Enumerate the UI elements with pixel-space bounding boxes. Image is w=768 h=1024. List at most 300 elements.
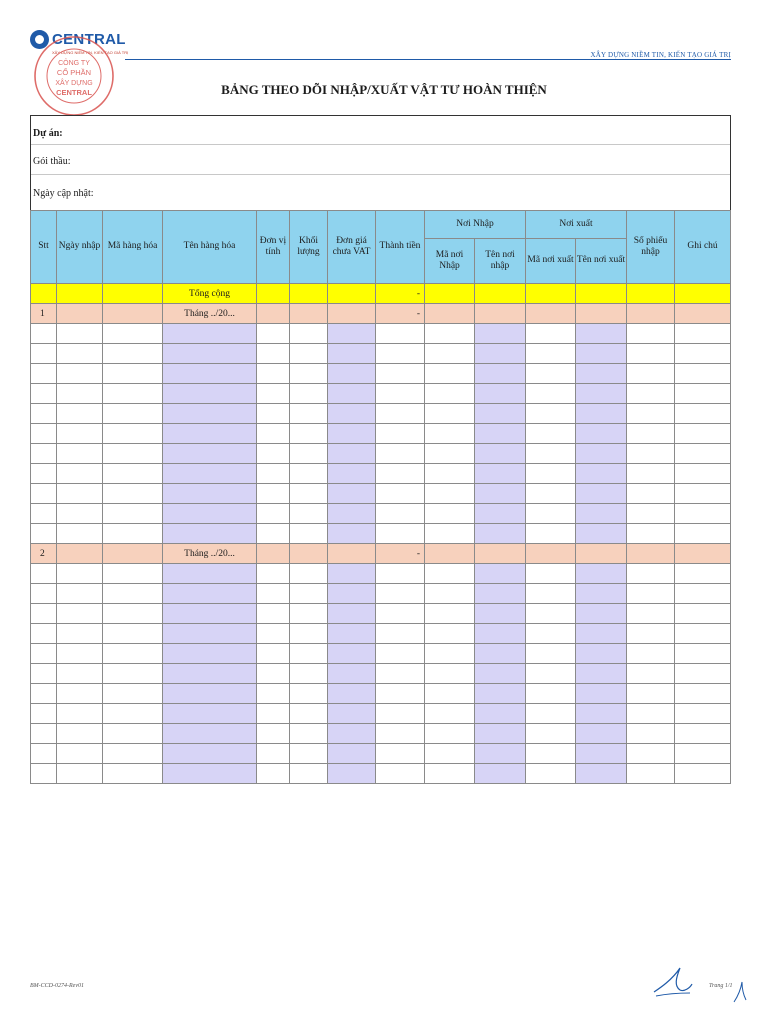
table-row xyxy=(31,664,731,684)
table-row xyxy=(31,364,731,384)
table-cell xyxy=(425,684,475,704)
table-cell xyxy=(475,304,526,324)
table-cell xyxy=(376,604,425,624)
table-cell xyxy=(376,764,425,784)
table-cell xyxy=(675,764,731,784)
table-cell xyxy=(31,484,57,504)
table-cell xyxy=(576,544,627,564)
table-cell xyxy=(103,624,163,644)
table-cell xyxy=(257,284,290,304)
table-row xyxy=(31,344,731,364)
table-cell xyxy=(328,584,376,604)
table-cell xyxy=(675,604,731,624)
table-cell xyxy=(675,424,731,444)
table-cell xyxy=(576,444,627,464)
table-cell xyxy=(328,664,376,684)
page-number: Trang 1/1 xyxy=(709,983,733,989)
table-cell xyxy=(57,424,103,444)
header-item-code: Mã hàng hóa xyxy=(103,211,163,284)
table-row xyxy=(31,624,731,644)
table-cell xyxy=(475,744,526,764)
table-cell xyxy=(425,664,475,684)
stamp-line-2: CỔ PHẦN xyxy=(56,68,92,77)
row-stt: 1 xyxy=(31,304,57,324)
table-cell xyxy=(475,444,526,464)
table-cell xyxy=(576,684,627,704)
table-row xyxy=(31,524,731,544)
table-cell xyxy=(57,404,103,424)
table-cell xyxy=(526,364,576,384)
table-cell xyxy=(526,564,576,584)
table-cell xyxy=(57,464,103,484)
table-cell xyxy=(290,384,328,404)
table-cell xyxy=(675,304,731,324)
table-cell xyxy=(576,764,627,784)
table-cell xyxy=(290,724,328,744)
table-cell xyxy=(425,324,475,344)
table-cell xyxy=(425,424,475,444)
table-cell xyxy=(257,344,290,364)
table-cell xyxy=(163,384,257,404)
table-cell xyxy=(257,584,290,604)
table-row xyxy=(31,684,731,704)
header-unit: Đơn vị tính xyxy=(257,211,290,284)
table-cell xyxy=(163,624,257,644)
table-cell xyxy=(425,504,475,524)
table-cell xyxy=(57,604,103,624)
table-cell xyxy=(675,724,731,744)
table-cell xyxy=(290,644,328,664)
table-cell xyxy=(257,544,290,564)
table-cell xyxy=(627,384,675,404)
form-code: BM-CCD-0274-Rev01 xyxy=(30,983,84,989)
table-cell xyxy=(675,344,731,364)
table-cell xyxy=(475,724,526,744)
table-cell xyxy=(31,444,57,464)
table-cell xyxy=(475,764,526,784)
table-cell xyxy=(576,344,627,364)
table-cell xyxy=(475,344,526,364)
table-cell xyxy=(328,324,376,344)
table-cell xyxy=(31,724,57,744)
table-cell xyxy=(31,684,57,704)
table-cell xyxy=(163,524,257,544)
table-cell xyxy=(475,464,526,484)
header-stt: Stt xyxy=(31,211,57,284)
table-cell xyxy=(675,484,731,504)
table-cell xyxy=(163,424,257,444)
table-cell xyxy=(328,524,376,544)
material-tracking-table xyxy=(30,210,731,784)
header-export-place: Nơi xuất xyxy=(526,211,627,239)
table-cell xyxy=(576,484,627,504)
table-cell xyxy=(103,544,163,564)
table-cell xyxy=(627,644,675,664)
table-cell xyxy=(376,364,425,384)
table-cell xyxy=(425,564,475,584)
table-cell xyxy=(675,704,731,724)
table-cell xyxy=(475,604,526,624)
total-row xyxy=(31,284,731,304)
table-cell xyxy=(290,604,328,624)
header-export-code: Mã nơi xuất xyxy=(526,239,576,284)
table-cell xyxy=(103,384,163,404)
logo-tagline: XÂY DỰNG NIỀM TIN, KIẾN TẠO GIÁ TRỊ xyxy=(52,50,129,55)
table-cell xyxy=(425,724,475,744)
table-cell xyxy=(31,384,57,404)
table-row xyxy=(31,604,731,624)
table-cell xyxy=(376,744,425,764)
table-cell xyxy=(675,384,731,404)
table-cell xyxy=(576,584,627,604)
table-cell xyxy=(376,704,425,724)
table-cell xyxy=(425,404,475,424)
month-row xyxy=(31,304,731,324)
table-cell xyxy=(103,584,163,604)
update-date-label: Ngày cập nhật: xyxy=(33,188,94,199)
table-cell xyxy=(627,424,675,444)
table-cell xyxy=(103,344,163,364)
table-cell xyxy=(57,644,103,664)
table-cell xyxy=(425,704,475,724)
table-cell xyxy=(376,624,425,644)
header-export-name: Tên nơi xuất xyxy=(576,239,627,284)
table-cell xyxy=(576,744,627,764)
header-note: Ghi chú xyxy=(675,211,731,284)
table-cell xyxy=(290,684,328,704)
table-cell xyxy=(31,764,57,784)
table-cell xyxy=(31,464,57,484)
row-amount: - xyxy=(376,304,425,324)
table-cell xyxy=(257,684,290,704)
table-cell xyxy=(475,644,526,664)
table-cell xyxy=(425,644,475,664)
table-cell xyxy=(627,704,675,724)
table-cell xyxy=(425,444,475,464)
table-cell xyxy=(627,464,675,484)
table-cell xyxy=(425,304,475,324)
table-cell xyxy=(103,484,163,504)
table-cell xyxy=(328,764,376,784)
row-label: Tổng cộng xyxy=(163,284,257,304)
table-cell xyxy=(475,524,526,544)
table-cell xyxy=(376,344,425,364)
table-cell xyxy=(526,684,576,704)
table-cell xyxy=(57,504,103,524)
table-cell xyxy=(290,584,328,604)
table-cell xyxy=(376,384,425,404)
table-cell xyxy=(103,664,163,684)
table-cell xyxy=(290,564,328,584)
table-cell xyxy=(576,624,627,644)
table-cell xyxy=(163,704,257,724)
table-cell xyxy=(475,684,526,704)
table-cell xyxy=(627,624,675,644)
table-cell xyxy=(103,704,163,724)
logo-text: CENTRAL xyxy=(52,31,126,48)
row-amount: - xyxy=(376,544,425,564)
table-cell xyxy=(31,644,57,664)
table-cell xyxy=(576,464,627,484)
table-cell xyxy=(163,684,257,704)
table-cell xyxy=(163,504,257,524)
table-cell xyxy=(425,544,475,564)
table-cell xyxy=(290,544,328,564)
company-slogan: XÂY DỰNG NIỀM TIN, KIẾN TẠO GIÁ TRỊ xyxy=(590,51,731,59)
table-cell xyxy=(257,304,290,324)
table-cell xyxy=(627,364,675,384)
table-cell xyxy=(475,564,526,584)
table-cell xyxy=(425,484,475,504)
table-cell xyxy=(163,724,257,744)
table-cell xyxy=(576,724,627,744)
initials-signature xyxy=(732,980,748,1006)
table-cell xyxy=(328,364,376,384)
table-cell xyxy=(627,404,675,424)
table-cell xyxy=(576,404,627,424)
table-cell xyxy=(425,584,475,604)
table-cell xyxy=(576,524,627,544)
table-cell xyxy=(31,524,57,544)
table-cell xyxy=(576,284,627,304)
table-cell xyxy=(328,304,376,324)
table-cell xyxy=(526,324,576,344)
table-cell xyxy=(57,344,103,364)
table-cell xyxy=(328,624,376,644)
table-cell xyxy=(675,504,731,524)
info-divider xyxy=(31,144,730,145)
table-cell xyxy=(475,324,526,344)
table-cell xyxy=(627,564,675,584)
table-cell xyxy=(576,644,627,664)
table-cell xyxy=(257,644,290,664)
header-slip-no: Số phiếu nhập xyxy=(627,211,675,284)
table-cell xyxy=(31,704,57,724)
table-cell xyxy=(257,524,290,544)
table-cell xyxy=(257,444,290,464)
table-cell xyxy=(257,364,290,384)
table-cell xyxy=(163,364,257,384)
table-cell xyxy=(675,464,731,484)
table-cell xyxy=(257,744,290,764)
table-cell xyxy=(627,604,675,624)
row-label: Tháng ../20... xyxy=(163,544,257,564)
table-cell xyxy=(675,664,731,684)
table-cell xyxy=(526,604,576,624)
table-cell xyxy=(163,404,257,424)
table-cell xyxy=(257,484,290,504)
table-cell xyxy=(57,284,103,304)
table-cell xyxy=(57,744,103,764)
table-cell xyxy=(103,684,163,704)
table-cell xyxy=(31,284,57,304)
table-row xyxy=(31,404,731,424)
info-divider xyxy=(31,174,730,175)
table-cell xyxy=(576,424,627,444)
table-cell xyxy=(526,724,576,744)
table-cell xyxy=(290,664,328,684)
table-cell xyxy=(675,644,731,664)
table-cell xyxy=(31,324,57,344)
table-cell xyxy=(257,384,290,404)
table-cell xyxy=(290,364,328,384)
table-cell xyxy=(376,564,425,584)
table-cell xyxy=(627,444,675,464)
table-cell xyxy=(57,304,103,324)
table-cell xyxy=(675,324,731,344)
table-cell xyxy=(526,284,576,304)
table-cell xyxy=(103,284,163,304)
signature xyxy=(650,960,694,1000)
table-cell xyxy=(57,484,103,504)
table-cell xyxy=(103,404,163,424)
table-cell xyxy=(290,624,328,644)
table-cell xyxy=(290,324,328,344)
table-cell xyxy=(675,544,731,564)
table-cell xyxy=(328,564,376,584)
table-cell xyxy=(257,564,290,584)
table-cell xyxy=(526,744,576,764)
table-cell xyxy=(376,524,425,544)
table-row xyxy=(31,584,731,604)
table-row xyxy=(31,444,731,464)
table-cell xyxy=(627,744,675,764)
table-cell xyxy=(576,504,627,524)
table-cell xyxy=(103,364,163,384)
table-cell xyxy=(475,484,526,504)
table-cell xyxy=(257,604,290,624)
table-cell xyxy=(290,764,328,784)
table-cell xyxy=(425,284,475,304)
table-cell xyxy=(163,464,257,484)
table-cell xyxy=(576,604,627,624)
table-cell xyxy=(31,344,57,364)
table-cell xyxy=(526,484,576,504)
table-cell xyxy=(163,664,257,684)
table-cell xyxy=(328,464,376,484)
header-unit-price: Đơn giá chưa VAT xyxy=(328,211,376,284)
table-cell xyxy=(675,584,731,604)
table-cell xyxy=(57,724,103,744)
table-cell xyxy=(576,704,627,724)
document-title: BẢNG THEO DÕI NHẬP/XUẤT VẬT TƯ HOÀN THIỆN xyxy=(221,82,547,97)
table-cell xyxy=(425,464,475,484)
table-cell xyxy=(425,364,475,384)
header-amount: Thành tiền xyxy=(376,211,425,284)
table-row xyxy=(31,424,731,444)
table-cell xyxy=(290,524,328,544)
header-import-place: Nơi Nhập xyxy=(425,211,526,239)
table-cell xyxy=(103,444,163,464)
table-cell xyxy=(526,664,576,684)
table-body xyxy=(31,284,731,784)
table-cell xyxy=(475,584,526,604)
info-section xyxy=(30,115,731,210)
table-cell xyxy=(163,764,257,784)
table-cell xyxy=(57,444,103,464)
table-cell xyxy=(627,344,675,364)
table-cell xyxy=(103,564,163,584)
table-cell xyxy=(526,464,576,484)
table-cell xyxy=(57,684,103,704)
table-cell xyxy=(257,724,290,744)
table-row xyxy=(31,744,731,764)
table-cell xyxy=(526,404,576,424)
table-cell xyxy=(376,644,425,664)
table-cell xyxy=(627,324,675,344)
table-cell xyxy=(103,464,163,484)
table-cell xyxy=(31,424,57,444)
table-cell xyxy=(31,404,57,424)
table-cell xyxy=(576,324,627,344)
table-cell xyxy=(103,724,163,744)
project-label: Dự án: xyxy=(33,128,63,139)
table-cell xyxy=(475,404,526,424)
table-cell xyxy=(57,544,103,564)
table-cell xyxy=(425,604,475,624)
table-row xyxy=(31,504,731,524)
table-cell xyxy=(163,604,257,624)
table-cell xyxy=(290,484,328,504)
row-amount: - xyxy=(376,284,425,304)
table-cell xyxy=(257,464,290,484)
table-cell xyxy=(576,384,627,404)
table-cell xyxy=(163,344,257,364)
table-cell xyxy=(425,764,475,784)
table-cell xyxy=(31,744,57,764)
table-cell xyxy=(57,624,103,644)
table-cell xyxy=(425,744,475,764)
table-cell xyxy=(526,624,576,644)
header-item-name: Tên hàng hóa xyxy=(163,211,257,284)
table-cell xyxy=(526,644,576,664)
table-cell xyxy=(627,504,675,524)
table-cell xyxy=(627,544,675,564)
table-row xyxy=(31,464,731,484)
table-cell xyxy=(290,704,328,724)
table-cell xyxy=(675,524,731,544)
table-cell xyxy=(257,504,290,524)
table-cell xyxy=(31,604,57,624)
table-cell xyxy=(627,284,675,304)
package-label: Gói thầu: xyxy=(33,156,71,167)
table-cell xyxy=(526,704,576,724)
table-cell xyxy=(31,664,57,684)
table-cell xyxy=(257,424,290,444)
table-cell xyxy=(526,304,576,324)
table-cell xyxy=(257,404,290,424)
table-cell xyxy=(475,704,526,724)
table-cell xyxy=(103,504,163,524)
table-cell xyxy=(57,384,103,404)
table-cell xyxy=(576,564,627,584)
table-row xyxy=(31,564,731,584)
stamp-line-3: XÂY DỰNG xyxy=(55,80,93,87)
table-cell xyxy=(526,344,576,364)
table-row xyxy=(31,324,731,344)
table-cell xyxy=(475,544,526,564)
table-cell xyxy=(627,484,675,504)
table-row xyxy=(31,484,731,504)
header-date-in: Ngày nhập xyxy=(57,211,103,284)
month-row xyxy=(31,544,731,564)
table-cell xyxy=(376,424,425,444)
table-row xyxy=(31,644,731,664)
table-cell xyxy=(328,444,376,464)
table-cell xyxy=(103,304,163,324)
table-cell xyxy=(31,584,57,604)
table-cell xyxy=(103,764,163,784)
